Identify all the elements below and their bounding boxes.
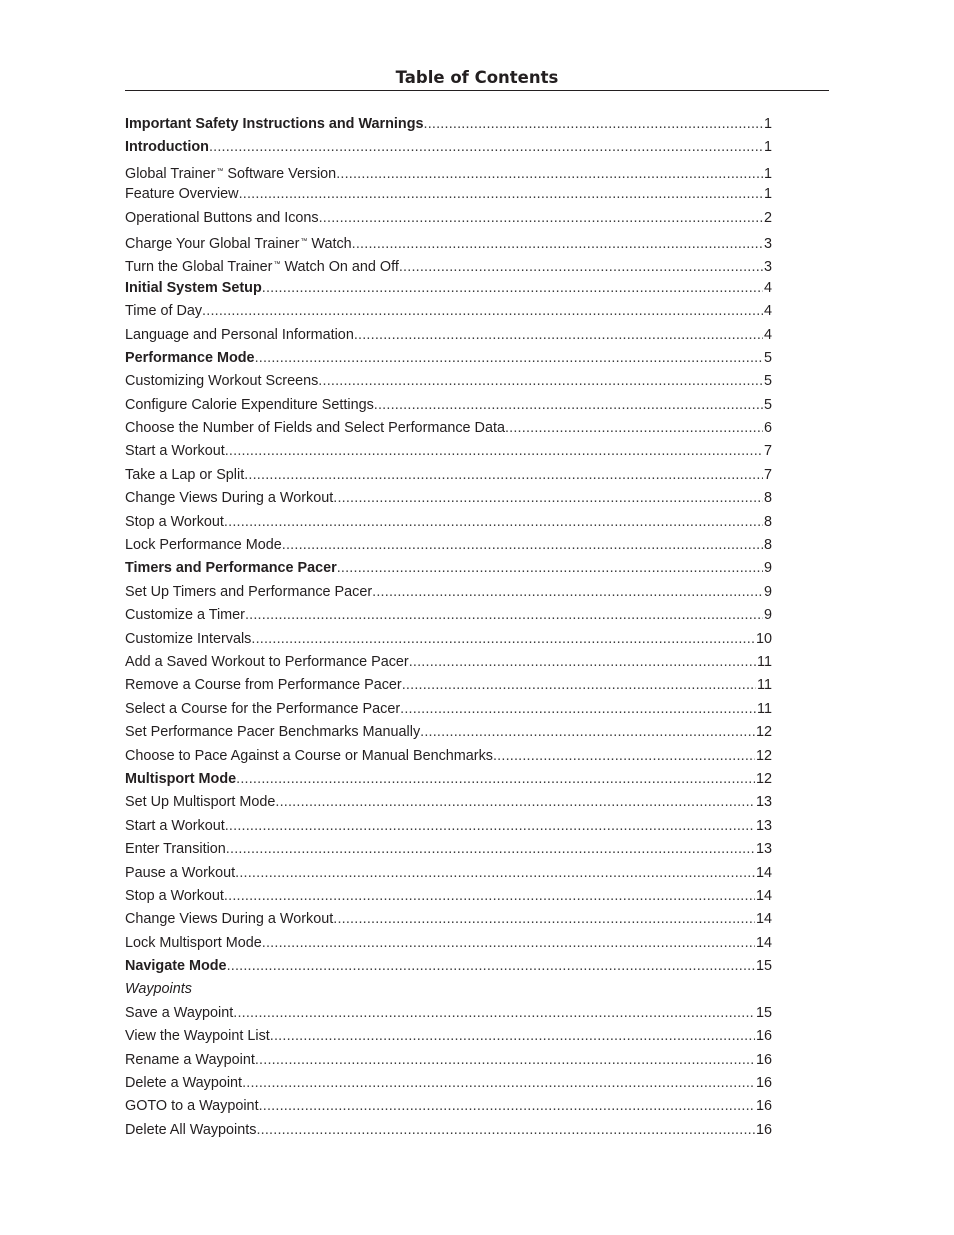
toc-entry[interactable] <box>125 1025 772 1048</box>
toc-entry-title: Start a Workout <box>125 817 225 834</box>
toc-entry-label <box>125 487 333 510</box>
toc-entry-title: Rename a Waypoint <box>125 1051 255 1068</box>
toc-entry[interactable] <box>125 1072 772 1095</box>
toc-entry[interactable] <box>125 768 772 791</box>
toc-page-number: 13 <box>755 794 772 811</box>
dot-leader <box>374 394 763 417</box>
toc-entry[interactable] <box>125 417 772 440</box>
toc-entry-title: GOTO to a Waypoint <box>125 1098 259 1115</box>
toc-page-number: 13 <box>755 841 772 858</box>
dot-leader <box>224 885 755 908</box>
toc-entry[interactable] <box>125 557 772 580</box>
toc-entry-label <box>125 674 402 697</box>
dot-leader <box>245 604 763 627</box>
toc-entry-title: Change Views During a Workout <box>125 911 334 928</box>
toc-entry[interactable] <box>125 183 772 206</box>
toc-entry-label <box>125 581 372 604</box>
toc-entry[interactable] <box>125 628 772 651</box>
toc-entry-title: View the Waypoint List <box>125 1028 270 1045</box>
dot-leader <box>225 815 755 838</box>
toc-entry-label <box>125 136 209 159</box>
toc-entry-label <box>125 277 262 300</box>
toc-page-number: 11 <box>757 700 772 717</box>
dot-leader <box>262 932 755 955</box>
toc-entry-title: Important Safety Instructions and Warnings <box>125 116 424 132</box>
dot-leader <box>256 1119 755 1142</box>
dot-leader <box>333 908 755 931</box>
toc-page-number: 10 <box>755 630 772 647</box>
toc-entry-label <box>125 885 224 908</box>
dot-leader <box>354 324 763 347</box>
toc-entry[interactable] <box>125 487 772 510</box>
toc-entry-title: Stop a Workout <box>125 887 224 904</box>
page-title: Table of Contents <box>395 68 559 87</box>
toc-entry[interactable] <box>125 113 772 136</box>
toc-entry-label <box>125 207 319 230</box>
toc-entry-label <box>125 978 192 1001</box>
toc-entry[interactable] <box>125 955 772 978</box>
dot-leader <box>251 628 755 651</box>
toc-entry-title: Operational Buttons and Icons <box>125 209 319 226</box>
dot-leader <box>239 183 763 206</box>
toc-page-number: 16 <box>755 1028 772 1045</box>
toc-entry[interactable] <box>125 651 772 674</box>
toc-entry-title: Language and Personal Information <box>125 326 354 343</box>
toc-entry-title: Save a Waypoint <box>125 1004 234 1021</box>
toc-entry[interactable] <box>125 815 772 838</box>
toc-entry-title: Turn the Global Trainer <box>125 259 273 276</box>
toc-entry[interactable] <box>125 674 772 697</box>
dot-leader <box>275 791 755 814</box>
toc-page-number: 8 <box>763 513 772 530</box>
toc-entry-title: Set Up Timers and Performance Pacer <box>125 583 373 600</box>
dot-leader <box>209 136 763 159</box>
toc-entry[interactable] <box>125 136 772 159</box>
toc-entry[interactable] <box>125 908 772 931</box>
toc-entry-title: Customize Intervals <box>125 630 252 647</box>
dot-leader <box>409 651 756 674</box>
toc-entry[interactable] <box>125 1049 772 1072</box>
toc-entry-label <box>125 1049 255 1072</box>
toc-entry[interactable] <box>125 160 772 183</box>
toc-entry-label <box>125 557 337 580</box>
dot-leader <box>242 1072 755 1095</box>
dot-leader <box>225 440 763 463</box>
toc-entry-title: Select a Course for the Performance Pacer <box>125 700 401 717</box>
toc-entry[interactable] <box>125 932 772 955</box>
toc-page-number: 16 <box>755 1075 772 1092</box>
toc-entry-label <box>125 862 235 885</box>
toc-entry-label <box>125 1095 259 1118</box>
dot-leader <box>337 557 763 580</box>
toc-entry-title: Waypoints <box>125 981 192 998</box>
toc-entry-label <box>125 1119 256 1142</box>
toc-entry-title: Initial System Setup <box>125 279 262 296</box>
toc-entry-title: Start a Workout <box>125 443 225 460</box>
toc-entry-label <box>125 417 505 440</box>
toc-entry-title: Configure Calorie Expenditure Settings <box>125 396 374 413</box>
toc-entry[interactable] <box>125 370 772 393</box>
toc-page-number: 16 <box>755 1121 772 1138</box>
toc-entry-title-suffix: Watch On and Off <box>280 259 399 276</box>
toc-page-number: 1 <box>763 165 772 182</box>
toc-entry[interactable] <box>125 440 772 463</box>
title-rule <box>125 90 829 91</box>
toc-entry[interactable] <box>125 464 772 487</box>
toc-page-number: 2 <box>763 209 772 226</box>
toc-entry[interactable] <box>125 207 772 230</box>
toc-entry-label <box>125 113 424 136</box>
toc-entry-label <box>125 628 251 651</box>
toc-entry-label <box>125 183 239 206</box>
toc-entry-label <box>125 908 333 931</box>
toc-entry-label <box>125 464 244 487</box>
toc-entry-title: Set Up Multisport Mode <box>125 794 276 811</box>
toc-entry-title: Remove a Course from Performance Pacer <box>125 677 402 694</box>
dot-leader <box>372 581 763 604</box>
toc-entry[interactable] <box>125 1002 772 1025</box>
toc-entry-title: Pause a Workout <box>125 864 236 881</box>
toc-page-number: 14 <box>755 887 772 904</box>
toc-entry-label <box>125 815 225 838</box>
toc-page-number: 14 <box>755 864 772 881</box>
toc-entry[interactable] <box>125 230 772 253</box>
toc-entry[interactable] <box>125 838 772 861</box>
dot-leader <box>202 300 763 323</box>
dot-leader <box>227 955 755 978</box>
toc-entry-label <box>125 534 282 557</box>
toc-entry-title: Charge Your Global Trainer <box>125 235 300 252</box>
toc-entry[interactable] <box>125 347 772 370</box>
dot-leader <box>282 534 763 557</box>
dot-leader <box>226 838 755 861</box>
toc-entry-title: Global Trainer <box>125 165 216 182</box>
dot-leader <box>270 1025 755 1048</box>
toc-entry[interactable] <box>125 300 772 323</box>
toc-page-number: 15 <box>755 1004 772 1021</box>
toc-entry-label <box>125 1072 242 1095</box>
toc-entry-label <box>125 791 275 814</box>
dot-leader <box>333 487 763 510</box>
dot-leader <box>420 721 755 744</box>
toc-entry-label <box>125 651 409 674</box>
toc-page-number: 1 <box>763 139 772 156</box>
toc-entry[interactable] <box>125 277 772 300</box>
trademark-symbol: ™ <box>273 261 281 269</box>
toc-entry[interactable] <box>125 324 772 347</box>
toc-entry-title: Take a Lap or Split <box>125 466 245 483</box>
toc-page-number: 14 <box>755 934 772 951</box>
toc-entry-title: Add a Saved Workout to Performance Pacer <box>125 653 409 670</box>
toc-page-number: 12 <box>755 770 772 787</box>
dot-leader <box>352 233 763 256</box>
toc-page-number: 12 <box>755 747 772 764</box>
toc-entry-label <box>125 745 493 768</box>
toc-entry-title: Lock Performance Mode <box>125 537 282 554</box>
toc-entry-label <box>125 370 318 393</box>
toc-entry[interactable] <box>125 698 772 721</box>
toc-entry-title: Delete All Waypoints <box>125 1121 257 1138</box>
toc-entry-title: Enter Transition <box>125 841 226 858</box>
toc-entry-label <box>125 932 262 955</box>
toc-entry-label <box>125 838 226 861</box>
toc-entry[interactable] <box>125 978 772 1001</box>
toc-entry-title: Stop a Workout <box>125 513 224 530</box>
toc-entry-title: Navigate Mode <box>125 958 227 975</box>
dot-leader <box>255 347 763 370</box>
toc-entry-label <box>125 604 245 627</box>
toc-entry-title: Timers and Performance Pacer <box>125 560 337 577</box>
toc-page-number: 8 <box>763 490 772 507</box>
toc-entry[interactable] <box>125 604 772 627</box>
toc-entry[interactable] <box>125 885 772 908</box>
toc-entry-title-suffix: Software Version <box>223 165 337 182</box>
toc-page-number: 3 <box>763 259 772 276</box>
dot-leader <box>236 768 755 791</box>
toc-page-number: 5 <box>763 396 772 413</box>
toc-entry-title: Customizing Workout Screens <box>125 373 319 390</box>
toc-entry[interactable] <box>125 511 772 534</box>
trademark-symbol: ™ <box>216 167 224 175</box>
toc-page-number: 13 <box>755 817 772 834</box>
toc-page-number: 3 <box>763 235 772 252</box>
dot-leader <box>400 698 756 721</box>
toc-page-number: 7 <box>763 443 772 460</box>
toc-page-number: 16 <box>755 1051 772 1068</box>
toc-page-number: 1 <box>763 116 772 132</box>
toc-page-number: 8 <box>763 537 772 554</box>
toc-entry-label <box>125 347 255 370</box>
dot-leader <box>233 1002 755 1025</box>
toc-entry[interactable] <box>125 791 772 814</box>
toc-page-number: 9 <box>763 560 772 577</box>
toc-entry-label <box>125 698 400 721</box>
toc-entry-label <box>125 394 374 417</box>
toc-entry-label <box>125 1002 233 1025</box>
dot-leader <box>255 1049 755 1072</box>
toc-entry-label <box>125 300 202 323</box>
toc-entry-label <box>125 511 224 534</box>
toc-entry[interactable] <box>125 745 772 768</box>
toc-page-number: 9 <box>763 583 772 600</box>
toc-entry-label <box>125 440 225 463</box>
toc-entry-label <box>125 721 420 744</box>
dot-leader <box>319 207 763 230</box>
toc-page-number: 5 <box>763 373 772 390</box>
toc-entry-title: Delete a Waypoint <box>125 1075 243 1092</box>
dot-leader <box>244 464 763 487</box>
toc-entry-label <box>125 768 236 791</box>
dot-leader <box>262 277 763 300</box>
toc-entry-title: Introduction <box>125 139 209 156</box>
toc-entry[interactable] <box>125 394 772 417</box>
toc-entry-label <box>125 1025 270 1048</box>
toc-entry[interactable] <box>125 253 772 276</box>
toc-entry[interactable] <box>125 534 772 557</box>
toc-entry-title: Performance Mode <box>125 349 255 366</box>
dot-leader <box>224 511 763 534</box>
toc-page-number: 7 <box>763 466 772 483</box>
toc-entry[interactable] <box>125 581 772 604</box>
trademark-symbol: ™ <box>300 237 308 245</box>
toc-entry-title: Customize a Timer <box>125 607 245 624</box>
toc-entry-label <box>125 955 227 978</box>
toc-page-number: 11 <box>757 653 772 670</box>
toc-entry-title: Time of Day <box>125 303 203 320</box>
toc-page-number: 5 <box>763 349 772 366</box>
table-of-contents <box>125 113 772 1142</box>
toc-entry-title-suffix: Watch <box>307 235 352 252</box>
toc-entry-title: Multisport Mode <box>125 770 237 787</box>
dot-leader <box>235 862 755 885</box>
toc-entry[interactable] <box>125 1119 772 1142</box>
dot-leader <box>493 745 755 768</box>
toc-page-number: 11 <box>757 677 772 694</box>
toc-entry-title: Choose the Number of Fields and Select Performance Data <box>125 420 505 437</box>
dot-leader <box>505 417 763 440</box>
dot-leader <box>402 674 756 697</box>
toc-page-number: 6 <box>763 420 772 437</box>
toc-page-number: 15 <box>755 958 772 975</box>
toc-page-number: 4 <box>763 279 772 296</box>
toc-entry[interactable] <box>125 721 772 744</box>
toc-page-number: 1 <box>763 186 772 203</box>
toc-page-number: 4 <box>763 303 772 320</box>
toc-page-number: 14 <box>755 911 772 928</box>
dot-leader <box>259 1095 755 1118</box>
toc-entry-title: Change Views During a Workout <box>125 490 334 507</box>
toc-entry-title: Feature Overview <box>125 186 239 203</box>
toc-entry-title: Lock Multisport Mode <box>125 934 262 951</box>
toc-entry-label <box>125 324 354 347</box>
toc-page-number: 9 <box>763 607 772 624</box>
dot-leader <box>318 370 763 393</box>
toc-page-number: 16 <box>755 1098 772 1115</box>
toc-entry-title: Set Performance Pacer Benchmarks Manually <box>125 724 421 741</box>
toc-page-number: 4 <box>763 326 772 343</box>
dot-leader <box>424 113 763 136</box>
toc-entry[interactable] <box>125 862 772 885</box>
toc-entry[interactable] <box>125 1095 772 1118</box>
toc-page-number: 12 <box>755 724 772 741</box>
toc-entry-title: Choose to Pace Against a Course or Manual Benchmarks <box>125 747 493 764</box>
